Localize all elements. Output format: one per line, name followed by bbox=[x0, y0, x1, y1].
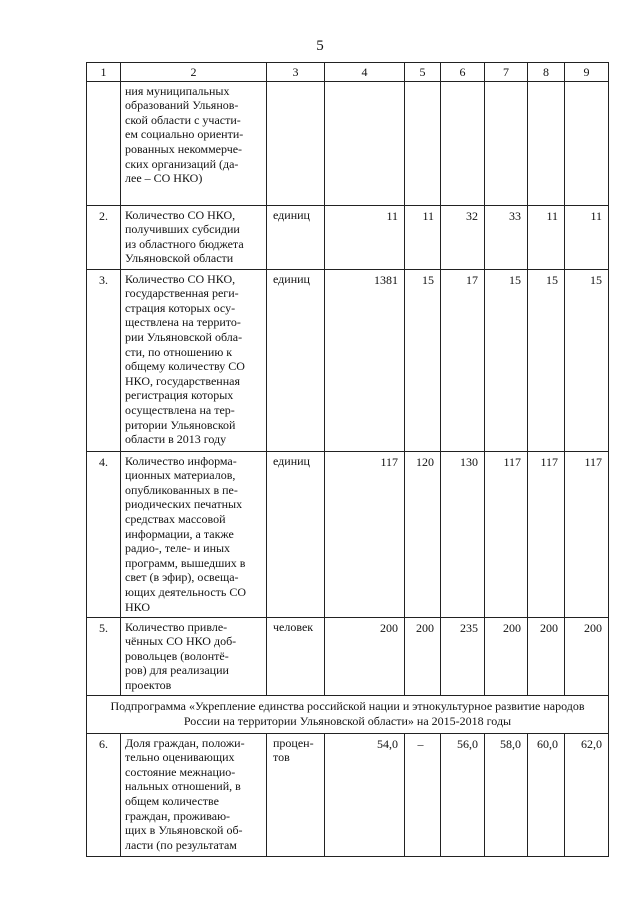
value-cell: 200 bbox=[325, 617, 405, 695]
value-cell: 15 bbox=[485, 269, 528, 451]
table-row-continuation bbox=[87, 81, 609, 205]
value-cell: 200 bbox=[485, 617, 528, 695]
header-cell: 6 bbox=[441, 63, 485, 82]
header-cell: 4 bbox=[325, 63, 405, 82]
indicator-name: Количество привле- чённых СО НКО доб- ровольцев (волонтё- ров) для реализации проектов bbox=[125, 619, 237, 692]
value-cell: 11 bbox=[325, 205, 405, 269]
table-row bbox=[87, 451, 609, 617]
subprogram-row bbox=[87, 695, 609, 733]
indicator-name: Количество СО НКО, получивших субсидии из областного бюджета Ульяновской области bbox=[125, 207, 244, 266]
unit-cell: единиц bbox=[267, 269, 325, 451]
value-cell: 120 bbox=[405, 451, 441, 617]
unit-cell bbox=[267, 81, 325, 205]
value-cell: – bbox=[405, 733, 441, 856]
indicator-name-cell bbox=[121, 269, 267, 451]
header-cell: 8 bbox=[528, 63, 565, 82]
value-cell: 200 bbox=[528, 617, 565, 695]
value-cell: 11 bbox=[565, 205, 609, 269]
indicator-name: ния муниципальных образований Ульянов- ской области с участи- ем социально ориенти- рованных некоммерче- ских организаций (да- лее – СО НКО) bbox=[125, 83, 244, 186]
indicator-name: Доля граждан, положи- тельно оценивающих состояние межнацио- нальных отношений, в общем количестве граждан, проживаю- щих в Ульяновской об- ласти (по результатам bbox=[125, 735, 245, 852]
value-cell: 17 bbox=[441, 269, 485, 451]
value-cell bbox=[565, 81, 609, 205]
header-cell: 9 bbox=[565, 63, 609, 82]
indicator-name: Количество информа- ционных материалов, опубликованных в пе- риодических печатных средствах массовой информации, а также радио-, теле- и иных программ, вышедших в свет (в эфир), освеща- ющих деятельность СО НКО bbox=[125, 453, 247, 614]
row-number: 3. bbox=[87, 269, 121, 451]
table-row bbox=[87, 269, 609, 451]
row-number: 6. bbox=[87, 733, 121, 856]
unit-cell: единиц bbox=[267, 205, 325, 269]
subprogram-title: Подпрограмма «Укрепление единства российской нации и этнокультурное развитие народов России на территории Ульяновской области» на 2015-2018 годы bbox=[87, 695, 609, 733]
value-cell: 54,0 bbox=[325, 733, 405, 856]
value-cell: 235 bbox=[441, 617, 485, 695]
unit-label: процен- тов bbox=[273, 735, 314, 765]
value-cell: 117 bbox=[485, 451, 528, 617]
value-cell: 11 bbox=[528, 205, 565, 269]
value-cell bbox=[485, 81, 528, 205]
header-cell: 7 bbox=[485, 63, 528, 82]
value-cell: 11 bbox=[405, 205, 441, 269]
row-number-cell bbox=[87, 81, 121, 205]
value-cell bbox=[325, 81, 405, 205]
value-cell: 130 bbox=[441, 451, 485, 617]
unit-cell: человек bbox=[267, 617, 325, 695]
value-cell: 1381 bbox=[325, 269, 405, 451]
indicator-name-cell bbox=[121, 205, 267, 269]
value-cell: 60,0 bbox=[528, 733, 565, 856]
indicator-name-cell bbox=[121, 733, 267, 856]
unit-cell: единиц bbox=[267, 451, 325, 617]
row-number: 5. bbox=[87, 617, 121, 695]
value-cell: 200 bbox=[405, 617, 441, 695]
value-cell: 15 bbox=[405, 269, 441, 451]
value-cell: 33 bbox=[485, 205, 528, 269]
indicators-table bbox=[86, 62, 609, 857]
page-number: 5 bbox=[316, 38, 324, 54]
indicator-name: Количество СО НКО, государственная реги- страция которых осу- ществлена на террито- рии Ульяновской обла- сти, по отношению к общему количеству СО НКО, государственная регистрация которых осуществлена на тер- ритории Ульяновской области в 2013 году bbox=[125, 271, 245, 447]
table-row bbox=[87, 617, 609, 695]
header-row bbox=[87, 63, 609, 82]
row-number: 4. bbox=[87, 451, 121, 617]
value-cell: 117 bbox=[565, 451, 609, 617]
value-cell: 15 bbox=[565, 269, 609, 451]
value-cell bbox=[528, 81, 565, 205]
value-cell: 117 bbox=[528, 451, 565, 617]
value-cell: 15 bbox=[528, 269, 565, 451]
indicator-name-cell bbox=[121, 617, 267, 695]
value-cell bbox=[441, 81, 485, 205]
value-cell: 56,0 bbox=[441, 733, 485, 856]
table-row bbox=[87, 733, 609, 856]
indicator-name-cell bbox=[121, 81, 267, 205]
value-cell bbox=[405, 81, 441, 205]
value-cell: 58,0 bbox=[485, 733, 528, 856]
indicator-name-cell bbox=[121, 451, 267, 617]
value-cell: 117 bbox=[325, 451, 405, 617]
header-cell: 1 bbox=[87, 63, 121, 82]
unit-cell bbox=[267, 733, 325, 856]
table-row bbox=[87, 205, 609, 269]
value-cell: 200 bbox=[565, 617, 609, 695]
value-cell: 62,0 bbox=[565, 733, 609, 856]
header-cell: 2 bbox=[121, 63, 267, 82]
row-number: 2. bbox=[87, 205, 121, 269]
header-cell: 3 bbox=[267, 63, 325, 82]
value-cell: 32 bbox=[441, 205, 485, 269]
header-cell: 5 bbox=[405, 63, 441, 82]
